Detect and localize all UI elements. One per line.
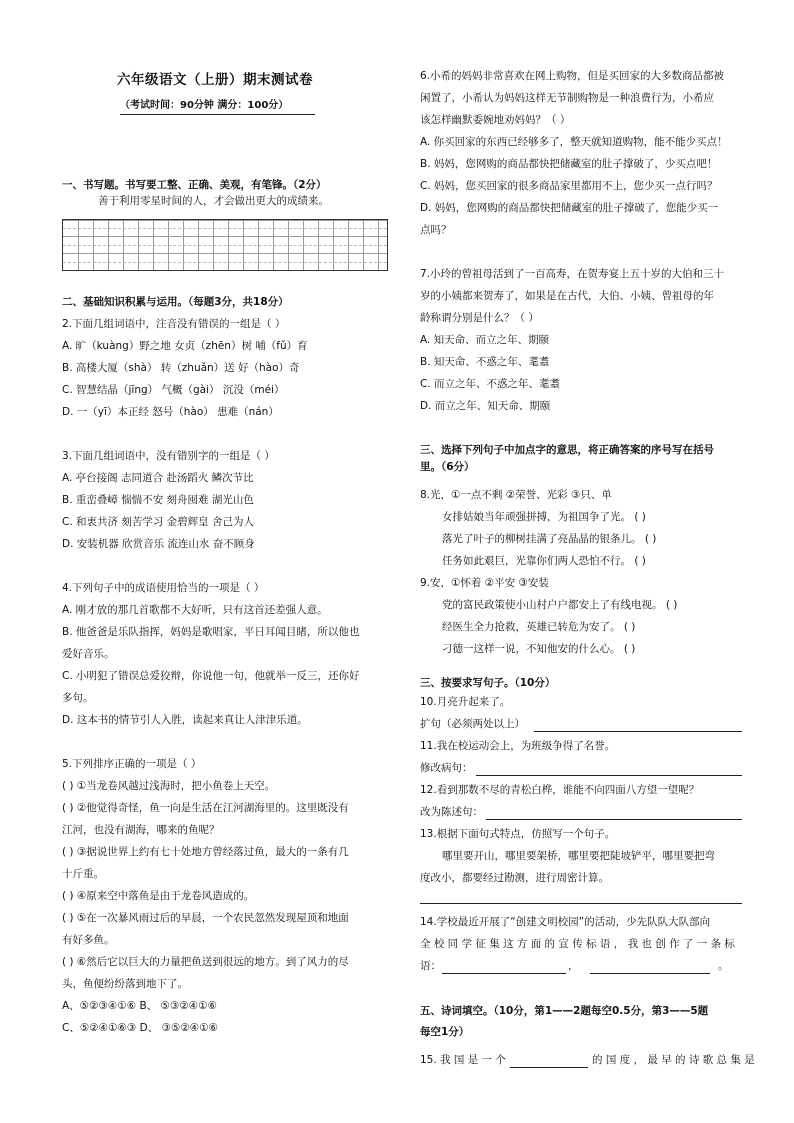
q15-stem: 15. 我 国 是 一 个: [420, 1054, 506, 1066]
q10-stem: 10.月亮升起来了。: [420, 696, 511, 708]
q5-item-5: ( ) ⑤在一次暴风雨过后的早晨，一个农民忽然发现屋顶和地面: [62, 912, 349, 924]
q9-sentence-c: 刁德一这样一说，不知他安的什么心。 ( ): [442, 643, 636, 655]
q6-option-a: A. 你买回家的东西已经够多了，整天就知道购物，能不能少买点！: [420, 136, 728, 148]
section5-heading: 五、诗词填空。（10分，第1——2题每空0.5分，第3——5题: [420, 1005, 709, 1017]
q8-stem: 8.光，①一点不剩 ②荣誉、光彩 ③只、单: [420, 489, 612, 501]
q4-option-d: D. 这本书的情节引人入胜，读起来真让人津津乐道。: [62, 714, 308, 726]
writing-grid[interactable]: [62, 219, 388, 271]
q3-option-b: B. 重峦叠嶂 惴惴不安 刻舟囤难 湖光山色: [62, 494, 254, 506]
q5-item-2-cont: 江河，也没有湖海，哪来的鱼呢？: [62, 824, 220, 836]
q7-option-d: D. 而立之年、知天命、期颐: [420, 400, 551, 412]
q5-item-1: ( ) ①当龙卷风越过浅海时，把小鱼卷上天空。: [62, 780, 276, 792]
section2-heading: 二、基础知识积累与运用。（每题3分，共18分）: [62, 296, 289, 308]
q6-option-b: B. 妈妈，您网购的商品都快把储藏室的肚子撑破了，少买点吧！: [420, 158, 718, 170]
q2-option-d: D. 一（yī）本正经 怒号（hào） 患难（nán）: [62, 406, 279, 418]
q9-stem: 9.安，①怀着 ②平安 ③安装: [420, 577, 549, 589]
q2-option-a: A. 旷（kuàng）野之地 女贞（zhēn）树 哺（fǔ）育: [62, 340, 308, 352]
q6-stem-3: 该怎样幽默委婉地劝妈妈？（ ）: [420, 114, 571, 126]
q4-option-b: B. 他爸爸是乐队指挥，妈妈是歌唱家，平日耳闻目睹，所以他也: [62, 626, 360, 638]
page-title: 六年级语文（上册）期末测试卷: [117, 72, 313, 88]
q14-comma: ，: [568, 960, 579, 972]
q5-item-3-cont: 十斤重。: [62, 868, 104, 880]
q6-option-c: C. 妈妈，您买回家的很多商品家里都用不上，您少买一点行吗？: [420, 180, 718, 192]
q12-stem: 12.看到那数不尽的青松白桦，谁能不向四面八方望一望呢？: [420, 784, 700, 796]
q14-answer-line-2[interactable]: [590, 973, 710, 974]
q3-option-a: A. 亭台接阁 志同道合 赴汤蹈火 鳞次节比: [62, 472, 254, 484]
exam-meta: （考试时间：90分钟 满分：100分）: [120, 100, 289, 111]
q10-label: 扩句（必须两处以上）: [420, 718, 525, 730]
q4-option-b-cont: 爱好音乐。: [62, 648, 115, 660]
q2-stem: 2.下面几组词语中，注音没有错误的一组是（ ）: [62, 318, 286, 330]
q2-option-c: C. 智慧结晶（jīng） 气概（gài） 沉没（méi）: [62, 384, 285, 396]
q4-option-a: A. 刚才放的那几首歌都不大好听，只有这首还差强人意。: [62, 604, 328, 616]
q5-item-6-cont: 头，鱼便纷纷落到地下了。: [62, 978, 188, 990]
q7-stem-3: 龄称谓分别是什么？（ ）: [420, 312, 539, 324]
q12-label: 改为陈述句：: [420, 806, 483, 818]
q13-stem: 13.根据下面句式特点，仿照写一个句子。: [420, 828, 616, 840]
q6-stem-2: 闲置了，小希认为妈妈这样无节制购物是一种浪费行为，小希应: [420, 92, 714, 104]
q11-answer-line[interactable]: [476, 775, 742, 776]
q7-stem-1: 7.小玲的曾祖母活到了一百高寿，在贺寿宴上五十岁的大伯和三十: [420, 268, 725, 280]
q5-options-cd: C、⑤②④①⑥③ D、 ③⑤②④①⑥: [62, 1022, 219, 1034]
section4-heading: 三、按要求写句子。（10分）: [420, 677, 556, 689]
q2-option-b: B. 高楼大厦（shà） 转（zhuǎn）送 好（hào）奇: [62, 362, 300, 374]
q5-item-4: ( ) ④原来空中落鱼是由于龙卷风造成的。: [62, 890, 255, 902]
q13-answer-line[interactable]: [420, 903, 742, 904]
q5-options-ab: A、⑤②③④①⑥ B、 ⑤③②④①⑥: [62, 1000, 218, 1012]
q7-option-a: A. 知天命、而立之年、期颐: [420, 334, 550, 346]
q6-stem-1: 6.小希的妈妈非常喜欢在网上购物，但是买回家的大多数商品都被: [420, 70, 725, 82]
q3-option-c: C. 和衷共济 刻苦学习 金碧辉皇 舍己为人: [62, 516, 255, 528]
q15-answer-line[interactable]: [510, 1067, 588, 1068]
q8-sentence-c: 任务如此艰巨，光靠你们两人恐怕不行。 ( ): [442, 555, 646, 567]
q3-stem: 3.下面几组词语中，没有错别字的一组是（ ）: [62, 450, 275, 462]
q14-answer-line-1[interactable]: [442, 973, 566, 974]
q13-example-cont: 度改小，都要经过勘测，进行周密计算。: [420, 872, 609, 884]
q5-item-5-cont: 有好多鱼。: [62, 934, 115, 946]
section3-heading-cont: 里。（6分）: [420, 461, 475, 473]
q5-item-3: ( ) ③据说世界上约有七十处地方曾经落过鱼，最大的一条有几: [62, 846, 349, 858]
q8-sentence-b: 落光了叶子的柳树挂满了亮晶晶的银条儿。 ( ): [442, 533, 657, 545]
q7-option-c: C. 而立之年、不惑之年、耄耋: [420, 378, 561, 390]
q8-sentence-a: 女排姑娘当年顽强拼搏，为祖国争了光。 ( ): [442, 511, 646, 523]
q11-stem: 11.我在校运动会上，为班级争得了名誉。: [420, 740, 616, 752]
q6-option-d: D. 妈妈，您网购的商品都快把储藏室的肚子撑破了，您能少买一: [420, 202, 719, 214]
section5-heading-cont: 每空1分）: [420, 1026, 470, 1038]
q3-option-d: D. 安装机器 欣赏音乐 流连山水 奋不顾身: [62, 538, 255, 550]
q9-sentence-a: 党的富民政策使小山村户户都安上了有线电视。 ( ): [442, 599, 678, 611]
q11-label: 修改病句：: [420, 762, 473, 774]
subtitle-underline: [120, 114, 315, 115]
q5-item-2: ( ) ②他觉得奇怪，鱼一向是生活在江河湖海里的。这里既没有: [62, 802, 349, 814]
section3-heading: 三、选择下列句子中加点字的意思，将正确答案的序号写在括号: [420, 444, 714, 456]
q7-stem-2: 岁的小姨都来贺寿了，如果是在古代，大伯、小姨、曾祖母的年: [420, 290, 714, 302]
q14-stem-2: 全 校 同 学 征 集 这 方 面 的 宣 传 标 语 ， 我 也 创 作 了 一 条 标: [420, 938, 735, 950]
q6-option-d-cont: 点吗？: [420, 224, 452, 236]
copy-sentence: 善于利用零星时间的人，才会做出更大的成绩来。: [98, 195, 329, 207]
q5-stem: 5.下列排序正确的一项是（ ）: [62, 758, 202, 770]
q4-option-c-cont: 多句。: [62, 692, 94, 704]
q13-example: 哪里要开山，哪里要架桥，哪里要把陡坡铲平，哪里要把弯: [442, 850, 715, 862]
q14-stem-1: 14.学校最近开展了“创建文明校园”的活动，少先队队大队部向: [420, 916, 711, 928]
q7-option-b: B. 知天命、不惑之年、耄耋: [420, 356, 550, 368]
q4-stem: 4.下列句子中的成语使用恰当的一项是（ ）: [62, 582, 265, 594]
q12-answer-line[interactable]: [486, 819, 742, 820]
q14-label: 语：: [420, 960, 441, 972]
q9-sentence-b: 经医生全力抢救，英雄已转危为安了。 ( ): [442, 621, 636, 633]
q10-answer-line[interactable]: [534, 731, 742, 732]
q15-stem-cont: 的 国 度 ， 最 早 的 诗 歌 总 集 是: [592, 1054, 755, 1066]
q4-option-c: C. 小明犯了错误总爱狡辩，你说他一句，他就举一反三，还你好: [62, 670, 360, 682]
q14-period: 。: [718, 960, 729, 972]
q5-item-6: ( ) ⑥然后它以巨大的力量把鱼送到很远的地方。到了风力的尽: [62, 956, 349, 968]
section1-heading: 一、书写题。书写要工整、正确、美观，有笔锋。（2分）: [62, 179, 327, 191]
